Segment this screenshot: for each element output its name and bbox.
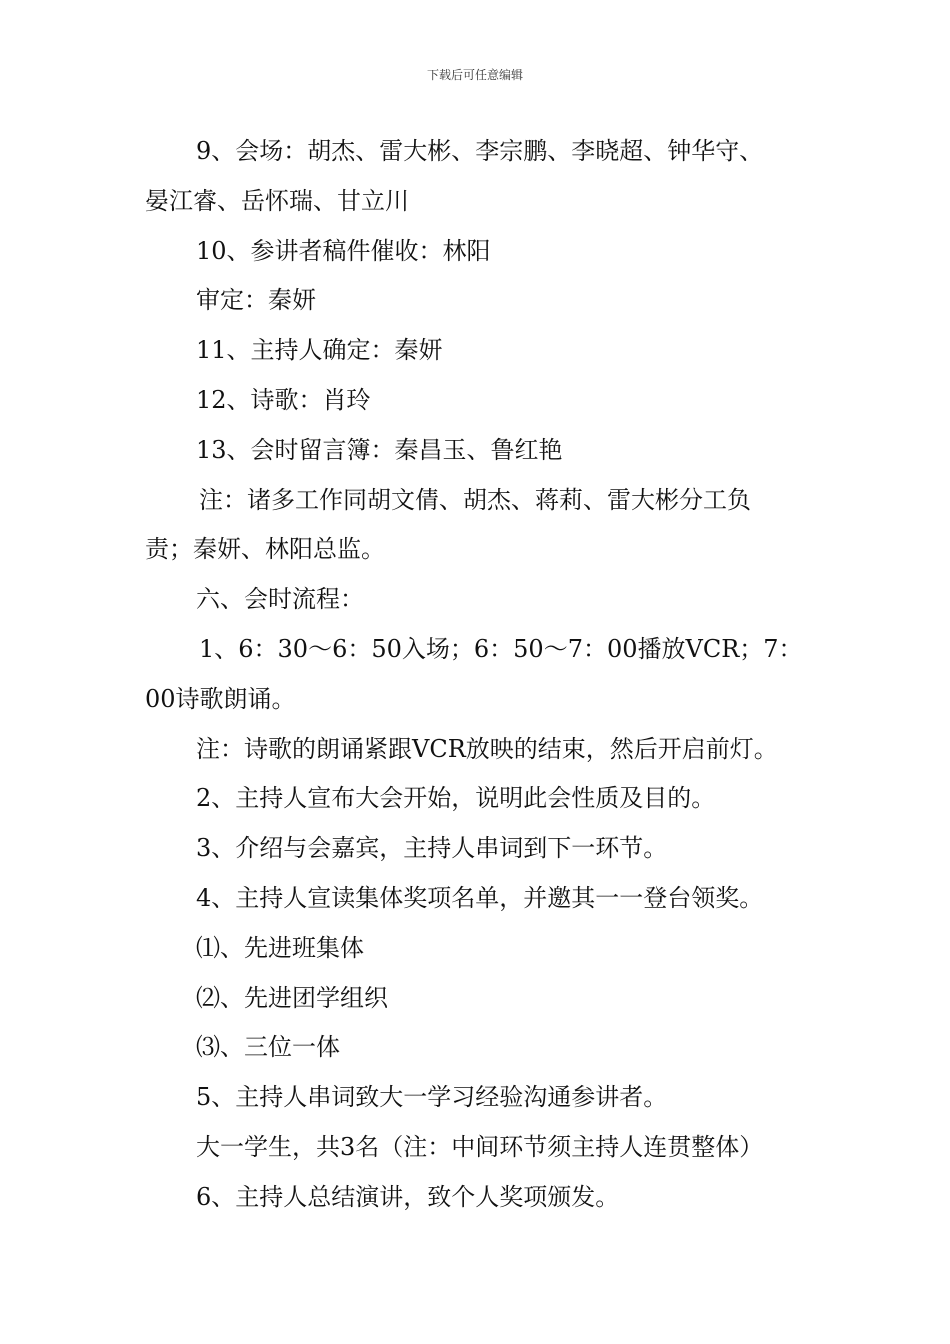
document-body (145, 127, 805, 1223)
paragraph-line: 10、参讲者稿件催收：林阳 (196, 236, 491, 265)
paragraph-line: 2、主持人宣布大会开始，说明此会性质及目的。 (196, 784, 716, 813)
paragraph-line: 1、6：30～6：50入场；6：50～7：00播放VCR；7： (199, 634, 803, 663)
paragraph-line: 责；秦妍、林阳总监。 (145, 535, 385, 564)
paragraph-line: 3、介绍与会嘉宾，主持人串词到下一环节。 (196, 834, 668, 863)
paragraph-line: 审定：秦妍 (196, 286, 316, 315)
list-item: ⑴、先进班集体 (196, 933, 364, 962)
paragraph-line: 11、主持人确定：秦妍 (196, 336, 443, 365)
paragraph-line: 00诗歌朗诵。 (145, 684, 296, 713)
list-item: ⑶、三位一体 (196, 1033, 340, 1062)
paragraph-line: 13、会时留言簿：秦昌玉、鲁红艳 (196, 435, 563, 464)
section-heading: 六、会时流程： (196, 585, 364, 614)
paragraph-line: 注：诸多工作同胡文倩、胡杰、蒋莉、雷大彬分工负 (199, 485, 751, 514)
paragraph-line: 大一学生，共3名（注：中间环节须主持人连贯整体） (196, 1132, 764, 1161)
paragraph-line: 5、主持人串词致大一学习经验沟通参讲者。 (196, 1083, 668, 1112)
paragraph-line: 12、诗歌：肖玲 (196, 385, 371, 414)
list-item: ⑵、先进团学组织 (196, 983, 388, 1012)
page-header-note: 下载后可任意编辑 (426, 68, 523, 82)
paragraph-line: 晏江睿、岳怀瑞、甘立川 (145, 186, 409, 215)
paragraph-line: 注：诗歌的朗诵紧跟VCR放映的结束，然后开启前灯。 (196, 734, 778, 763)
paragraph-line: 9、会场：胡杰、雷大彬、李宗鹏、李晓超、钟华守、 (196, 137, 764, 165)
paragraph-line: 6、主持人总结演讲，致个人奖项颁发。 (196, 1182, 620, 1211)
paragraph-line: 4、主持人宣读集体奖项名单，并邀其一一登台领奖。 (196, 883, 764, 912)
